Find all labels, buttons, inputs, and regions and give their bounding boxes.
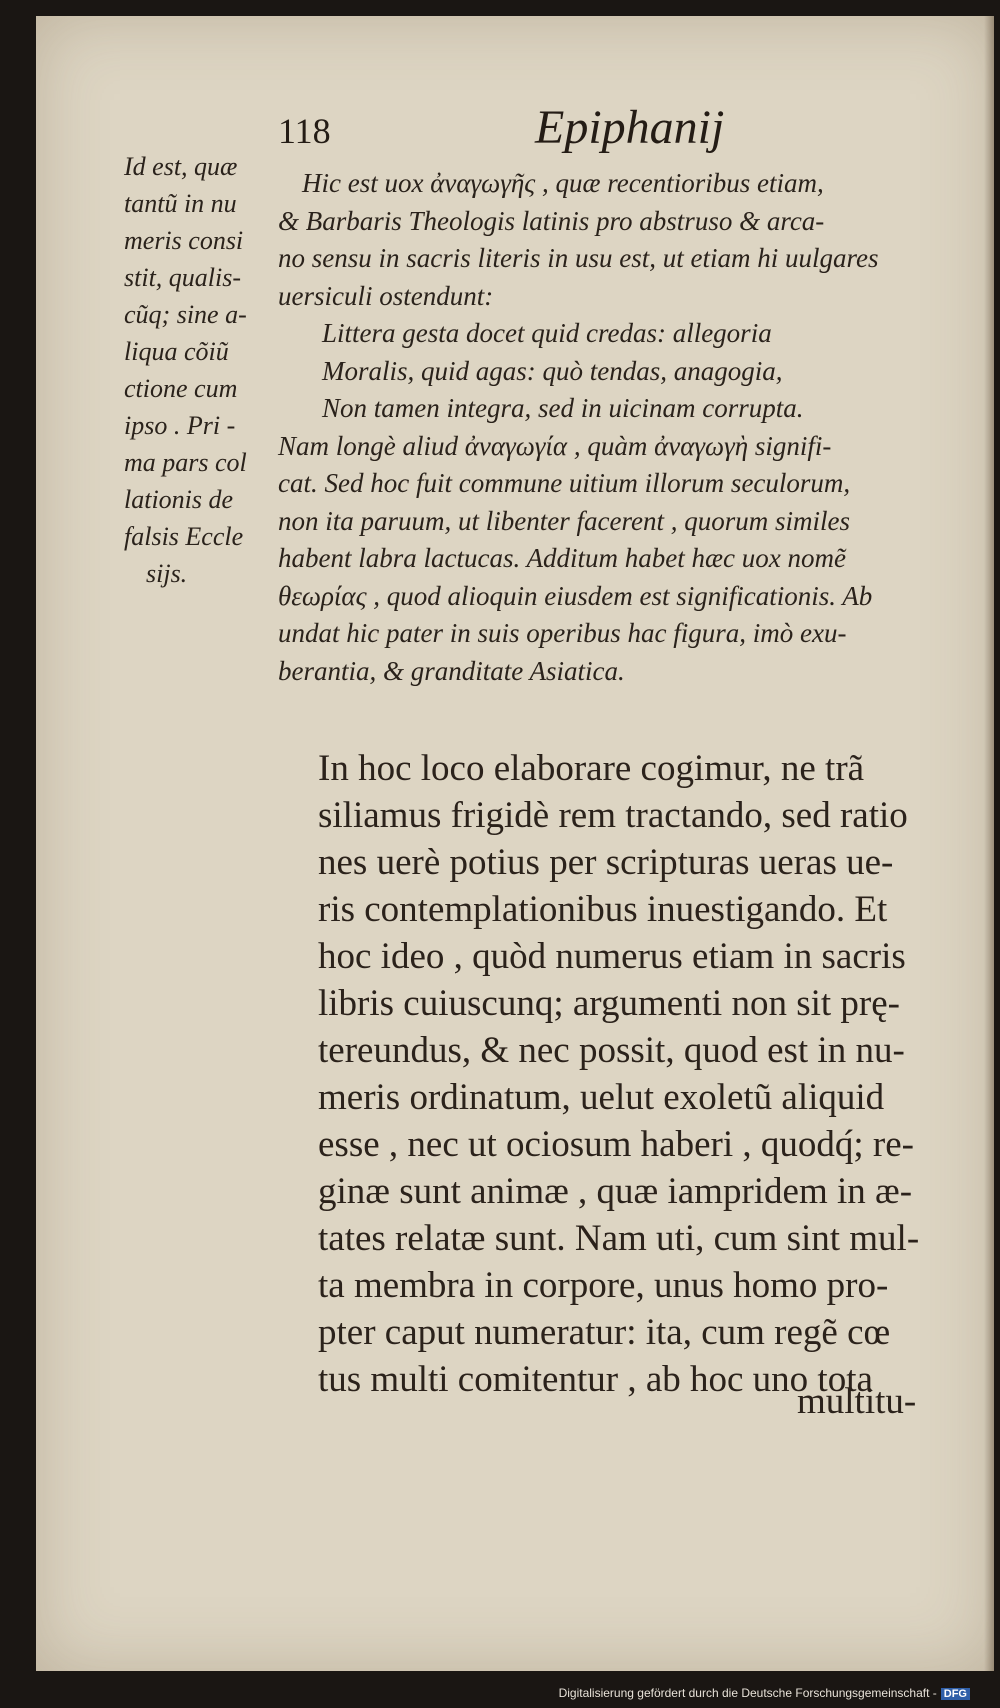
main-text-line: hoc ideo , quòd numerus etiam in sacris: [318, 936, 906, 977]
main-text-line: tereundus, & nec possit, quod est in nu-: [318, 1030, 905, 1071]
running-title: Epiphanij: [535, 101, 725, 154]
margin-note-line: Id est, quæ: [124, 152, 238, 181]
main-text-line: nes uerè potius per scripturas ueras ue-: [318, 842, 894, 883]
annotation-line: & Barbaris Theologis latinis pro abstruso & arca-: [278, 205, 825, 236]
main-text-line: ris contemplationibus inuestigando. Et: [318, 889, 888, 930]
margin-note-line: ma pars col: [124, 448, 247, 477]
digitization-credit: [559, 1686, 970, 1700]
verse-line: Moralis, quid agas: quò tendas, anagogia,: [322, 355, 783, 386]
main-text-line: meris ordinatum, uelut exoletũ aliquid: [318, 1077, 885, 1118]
annotation-line: non ita paruum, ut libenter facerent , quorum similes: [278, 505, 850, 536]
margin-note-line: sijs.: [146, 559, 188, 588]
main-text-line: tates relatæ sunt. Nam uti, cum sint mul-: [318, 1218, 920, 1259]
main-text: [318, 745, 948, 1403]
main-text-line: libris cuiuscunq; argumenti non sit prę-: [318, 983, 900, 1024]
annotation-line: θεωρίας , quod alioquin eiusdem est significationis. Ab: [278, 580, 873, 611]
annotation-line: habent labra lactucas. Additum habet hæc uox nomẽ: [278, 543, 846, 573]
annotation-line: cat. Sed hoc fuit commune uitium illorum seculorum,: [278, 468, 851, 498]
credit-text: Digitalisierung gefördert durch die Deutsche Forschungsgemeinschaft -: [558, 1686, 937, 1700]
annotation-line: no sensu in sacris literis in usu est, ut etiam hi uulgares: [278, 243, 879, 273]
margin-note-line: ipso . Pri -: [124, 411, 236, 440]
annotation-block: [278, 165, 942, 690]
main-text-line: esse , nec ut ociosum haberi , quodq́; re-: [318, 1124, 914, 1165]
catchword: multitu-: [797, 1381, 917, 1422]
verse-line: Non tamen integra, sed in uicinam corrupta.: [322, 393, 804, 423]
margin-note-line: ctione cum: [124, 374, 238, 403]
main-text-line: ginæ sunt animæ , quæ iampridem in æ-: [318, 1171, 913, 1212]
margin-note-line: tantũ in nu: [124, 189, 237, 218]
margin-note-line: liqua cõiũ: [124, 337, 229, 366]
main-text-line: In hoc loco elaborare cogimur, ne trã: [318, 748, 865, 789]
margin-note-line: cũq; sine a-: [124, 300, 247, 329]
main-text-line: tus multi comitentur , ab hoc uno tota: [318, 1359, 873, 1400]
dfg-logo: DFG: [941, 1688, 970, 1700]
verse-line: Littera gesta docet quid credas: allegoria: [322, 318, 772, 348]
main-text-line: siliamus frigidè rem tractando, sed ratio: [318, 795, 908, 836]
main-text-line: pter caput numeratur: ita, cum regẽ cœ: [318, 1312, 891, 1353]
margin-note-line: lationis de: [124, 485, 234, 514]
margin-note-line: falsis Eccle: [124, 522, 244, 551]
annotation-line: Hic est uox ἀναγωγῆς , quæ recentioribus etiam,: [302, 168, 824, 198]
page-number: 118: [278, 111, 331, 151]
annotation-line: berantia, & granditate Asiatica.: [278, 655, 625, 686]
page-edge-shadow: [984, 16, 994, 1671]
annotation-line: undat hic pater in suis operibus hac figura, imò exu-: [278, 618, 847, 648]
main-text-line: ta membra in corpore, unus homo pro-: [318, 1265, 889, 1306]
annotation-line: Nam longè aliud ἀναγωγία , quàm ἀναγωγὴ signifi-: [278, 430, 832, 461]
margin-note-line: stit, qualis-: [124, 263, 242, 292]
annotation-line: uersiculi ostendunt:: [278, 280, 494, 311]
margin-note: [124, 148, 284, 592]
margin-note-line: meris consi: [124, 226, 244, 255]
